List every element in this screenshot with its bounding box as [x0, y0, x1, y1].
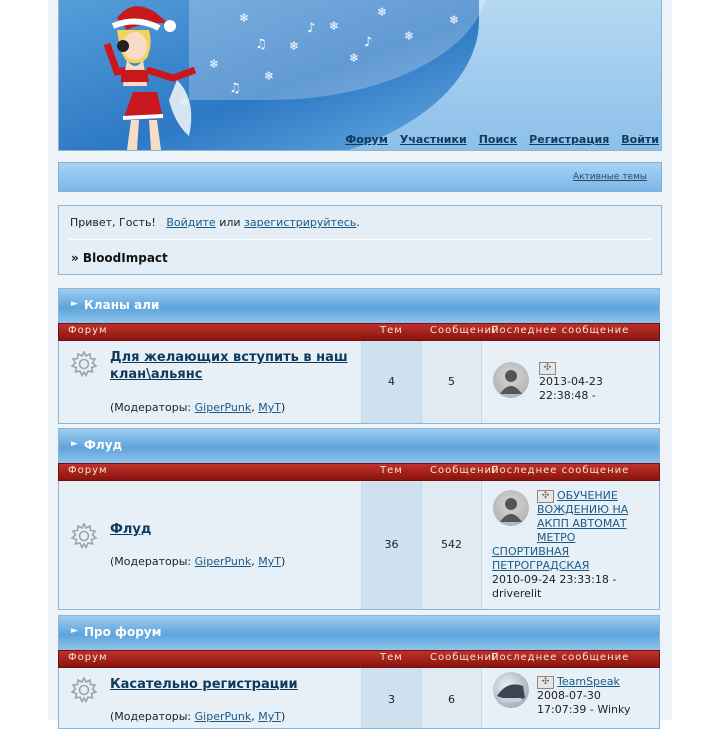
forum-title-link[interactable]: Касательно регистрации: [110, 677, 298, 692]
last-post-date: 2010-09-24 23:33:18 -: [492, 573, 617, 586]
mods-suffix: ): [280, 555, 286, 568]
nav-register[interactable]: Регистрация: [529, 133, 610, 146]
nav-members[interactable]: Участники: [399, 133, 467, 146]
last-post-time: 17:07:39 - Winky: [537, 703, 631, 716]
last-post-user: driverelit: [492, 587, 542, 600]
moderators: [110, 401, 285, 414]
column-headers: [58, 650, 660, 668]
last-post-link[interactable]: ВОЖДЕНИЮ НА: [537, 503, 629, 516]
gear-icon: [71, 351, 97, 377]
gear-icon: [71, 523, 97, 549]
greeting: [70, 216, 360, 229]
arrow-right-icon: ►: [71, 299, 78, 309]
login-link[interactable]: Войдите: [166, 216, 216, 229]
posts-count: 542: [441, 538, 462, 551]
active-topics-link[interactable]: Активные темы: [572, 172, 647, 182]
mods-prefix: (Модераторы:: [110, 401, 195, 414]
category-block: [58, 288, 660, 424]
last-post-time: 22:38:48 -: [539, 389, 596, 402]
forum-row: [58, 341, 660, 424]
page: [48, 0, 672, 723]
col-posts: Сообщений: [430, 465, 500, 476]
column-headers: [58, 323, 660, 341]
snowflake-icon: ❄: [449, 13, 460, 27]
main-nav: [345, 133, 659, 146]
puzzle-icon: ✣: [537, 676, 554, 689]
posts-cell: [422, 341, 482, 423]
moderators: [110, 555, 285, 568]
topics-count: 3: [388, 693, 395, 706]
music-note-icon: ♪: [364, 35, 373, 50]
last-post-link[interactable]: TeamSpeak: [557, 675, 620, 688]
snowflake-icon: ❄: [289, 39, 300, 53]
col-forum: Форум: [68, 652, 108, 663]
col-last: Последнее сообщение: [491, 652, 630, 663]
puzzle-icon: ✣: [539, 362, 556, 375]
last-post-link[interactable]: ПЕТРОГРАДСКАЯ: [492, 559, 590, 572]
moderator-link[interactable]: MyT: [258, 710, 281, 723]
topics-cell: [362, 481, 422, 609]
category-title[interactable]: Про форум: [84, 625, 162, 639]
snowflake-icon: ❄: [264, 69, 275, 83]
col-posts: Сообщений: [430, 652, 500, 663]
last-post-info: [537, 675, 631, 717]
avatar: [493, 362, 529, 398]
or-text: или: [219, 216, 241, 229]
snowflake-icon: ❄: [209, 57, 220, 71]
moderator-link[interactable]: MyT: [258, 401, 281, 414]
user-avatar-image: [493, 672, 529, 708]
posts-count: 6: [448, 693, 455, 706]
topics-cell: [362, 341, 422, 423]
moderator-link[interactable]: GiperPunk: [194, 555, 252, 568]
snowflake-icon: ❄: [329, 19, 340, 33]
forum-info-cell: [59, 668, 362, 728]
snowflake-icon: ❄: [377, 5, 388, 19]
forum-info-cell: [59, 341, 362, 423]
col-topics: Тем: [380, 652, 403, 663]
avatar: [493, 672, 529, 708]
greeting-text: Привет, Гость!: [70, 216, 156, 229]
music-note-icon: ♪: [307, 21, 316, 36]
posts-cell: [422, 668, 482, 728]
category-header: [58, 288, 660, 323]
last-post-cell: [482, 341, 659, 423]
last-post-link[interactable]: АКПП АВТОМАТ: [537, 517, 627, 530]
moderator-link[interactable]: GiperPunk: [194, 710, 252, 723]
last-post-link[interactable]: МЕТРО: [537, 531, 576, 544]
col-posts: Сообщений: [430, 325, 500, 336]
music-note-icon: ♫: [255, 37, 267, 52]
last-post-info: [539, 361, 603, 403]
posts-cell: [422, 481, 482, 609]
mods-suffix: ): [280, 710, 286, 723]
topics-count: 36: [384, 538, 399, 551]
snowflake-icon: ❄: [404, 29, 415, 43]
snowflake-icon: ❄: [239, 11, 250, 25]
last-post-cell: [482, 481, 659, 609]
mods-comma: ,: [251, 555, 259, 568]
column-headers: [58, 463, 660, 481]
mods-suffix: ): [280, 401, 286, 414]
header-banner: [58, 0, 662, 151]
forum-row: [58, 481, 660, 610]
snowflake-icon: ❄: [349, 51, 360, 65]
puzzle-icon: ✣: [537, 490, 554, 503]
user-silhouette-icon: [493, 490, 529, 526]
moderator-link[interactable]: GiperPunk: [194, 401, 252, 414]
category-header: [58, 428, 660, 463]
last-post-info: [492, 545, 616, 601]
category-title[interactable]: Кланы али: [84, 298, 160, 312]
arrow-right-icon: ►: [71, 439, 78, 449]
nav-login[interactable]: Войти: [621, 133, 659, 146]
nav-forum[interactable]: Форум: [345, 133, 388, 146]
col-last: Последнее сообщение: [491, 325, 630, 336]
col-forum: Форум: [68, 465, 108, 476]
last-post-title: [537, 489, 628, 545]
welcome-box: [58, 205, 662, 275]
sub-nav-bar: [58, 162, 662, 192]
mods-comma: ,: [251, 710, 259, 723]
last-post-link[interactable]: ОБУЧЕНИЕ: [557, 489, 618, 502]
breadcrumb: » BloodImpact: [71, 251, 168, 265]
arrow-right-icon: ►: [71, 626, 78, 636]
register-link[interactable]: зарегистрируйтесь: [244, 216, 357, 229]
topics-cell: [362, 668, 422, 728]
last-post-link[interactable]: СПОРТИВНАЯ: [492, 545, 570, 558]
category-header: [58, 615, 660, 650]
period-text: .: [356, 216, 360, 229]
divider: [69, 239, 651, 240]
nav-search[interactable]: Поиск: [478, 133, 518, 146]
category-block: [58, 615, 660, 729]
category-block: [58, 428, 660, 610]
col-topics: Тем: [380, 325, 403, 336]
mods-prefix: (Модераторы:: [110, 555, 195, 568]
moderators: [110, 710, 285, 723]
mods-prefix: (Модераторы:: [110, 710, 195, 723]
moderator-link[interactable]: MyT: [258, 555, 281, 568]
forum-title-link[interactable]: Флуд: [110, 522, 152, 537]
last-post-date: 2013-04-23: [539, 375, 603, 388]
avatar: [493, 490, 529, 526]
col-forum: Форум: [68, 325, 108, 336]
col-topics: Тем: [380, 465, 403, 476]
gear-icon: [71, 677, 97, 703]
posts-count: 5: [448, 375, 455, 388]
santa-girl-illustration: [77, 0, 227, 150]
mods-comma: ,: [251, 401, 259, 414]
topics-count: 4: [388, 375, 395, 388]
category-title[interactable]: Флуд: [84, 438, 123, 452]
forum-info-cell: [59, 481, 362, 609]
user-silhouette-icon: [493, 362, 529, 398]
last-post-cell: [482, 668, 659, 728]
last-post-date: 2008-07-30: [537, 689, 601, 702]
music-note-icon: ♫: [229, 81, 241, 96]
col-last: Последнее сообщение: [491, 465, 630, 476]
forum-title-link[interactable]: Для желающих вступить в наш клан\альянс: [110, 350, 348, 382]
